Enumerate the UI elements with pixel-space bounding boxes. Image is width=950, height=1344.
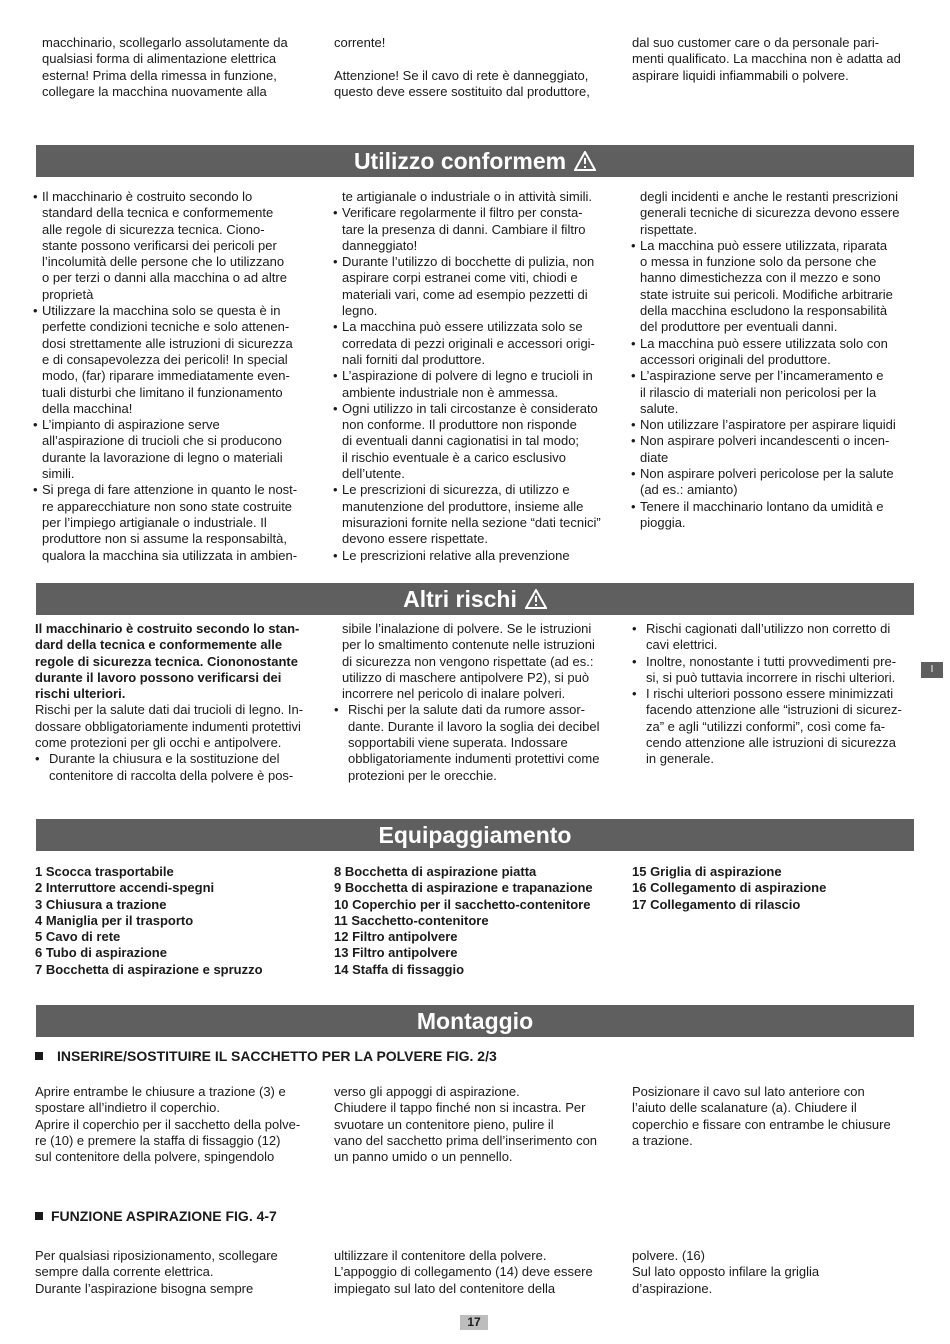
list-item-continued: degli incidenti e anche le restanti prescrizioni generali tecniche di sicurezza devono essere rispettate. [640, 189, 900, 237]
subheading-sacchetto-label: INSERIRE/SOSTITUIRE IL SACCHETTO PER LA POLVERE FIG. 2/3 [57, 1048, 497, 1064]
montaggio-aspirazione-col-3: polvere. (16) Sul lato opposto infilare la griglia d’aspirazione. [632, 1248, 820, 1296]
language-side-tab: I [921, 662, 943, 678]
altri-col-1-list [35, 751, 325, 784]
square-bullet-icon [35, 1052, 43, 1060]
warning-triangle-icon [574, 147, 596, 179]
list-item: • Il macchinario è costruito secondo lo standard della tecnica e conformemente alle regole di sicurezza tecnica. Ciono- stante possono verificarsi dei pericoli per l’incolumità delle persone che lo utilizzano o per terzi o danni alla macchina o ad altre proprietà [34, 189, 319, 303]
list-item: • Non aspirare polveri pericolose per la salute (ad es.: amianto) [632, 466, 922, 499]
list-item: • La macchina può essere utilizzata solo se corredata di pezzi originali e accessori origi- nali forniti dal produttore. [334, 319, 619, 368]
square-bullet-icon [35, 1212, 43, 1220]
list-item: • Verificare regolarmente il filtro per consta- tare la presenza di danni. Cambiare il filtro danneggiato! [334, 205, 619, 254]
list-item: • Durante l’utilizzo di bocchette di pulizia, non aspirare corpi estranei come viti, chiodi e materiali vari, come ad esempio pezzetti di legno. [334, 254, 619, 319]
list-item: • Rischi cagionati dall’utilizzo non corretto di cavi elettrici. [632, 621, 922, 654]
page-number: 17 [460, 1315, 488, 1330]
altri-col-1 [35, 621, 325, 784]
list-item: • Le prescrizioni di sicurezza, di utilizzo e manutenzione del produttore, insieme alle misurazioni fornite nella sezione “dati tecnici” devono essere rispettate. [334, 482, 619, 547]
list-item-continued: sibile l’inalazione di polvere. Se le istruzioni per lo smaltimento contenute nelle istruzioni di sicurezza non vengono rispettate (ad es.: utilizzo di maschere antipolvere P2), si può incorrere nel pericolo di inalare polveri. [342, 621, 595, 702]
montaggio-aspirazione-col-1: Per qualsiasi riposizionamento, scollegare sempre dalla corrente elettrica. Durante l’aspirazione bisogna sempre [35, 1248, 278, 1296]
list-item: • Tenere il macchinario lontano da umidità e pioggia. [632, 499, 922, 532]
altri-intro-bold: Il macchinario è costruito secondo lo stan- dard della tecnica e conformemente alle regole di sicurezza tecnica. Ciononostante durante il lavoro possono verificarsi dei rischi ulteriori. [35, 621, 300, 702]
list-item-continued: te artigianale o industriale o in attività simili. [342, 189, 593, 204]
utilizzo-col-3 [632, 189, 922, 531]
list-item: • Durante la chiusura e la sostituzione del contenitore di raccolta della polvere è pos- [35, 751, 325, 784]
list-item: • I rischi ulteriori possono essere minimizzati facendo attenzione alle “istruzioni di sicurez- za” e agli “utilizzi conformi”, così come fa- cendo attenzione alle istruzioni di sicurezza in generale. [632, 686, 922, 767]
montaggio-sacchetto-col-1: Aprire entrambe le chiusure a trazione (3) e spostare all’indietro il coperchio. Aprire il coperchio per il sacchetto della polve- re (10) e premere la staffa di fissaggio (12) sul contenitore della polvere, spingendolo [35, 1084, 301, 1165]
subheading-aspirazione-label: FUNZIONE ASPIRAZIONE FIG. 4-7 [51, 1208, 277, 1224]
list-item: • Inoltre, nonostante i tutti provvedimenti pre- si, si può tuttavia incorrere in rischi ulteriori. [632, 654, 922, 687]
list-item: • Rischi per la salute dati da rumore assor- dante. Durante il lavoro la soglia dei decibel sopportabili viene superata. Indossare obbligatoriamente indumenti protettivi come protezioni per le orecchie. [334, 702, 624, 783]
warning-triangle-icon [525, 585, 547, 617]
list-item: • Non aspirare polveri incandescenti o incen- diate [632, 433, 922, 466]
section-header-altri-rischi [36, 583, 914, 615]
list-item: • Ogni utilizzo in tali circostanze è considerato non conforme. Il produttore non risponde di eventuali danni cagionatisi in tal modo; il rischio eventuale è a carico esclusivo dell’utente. [334, 401, 619, 482]
equip-list-col-3: 15 Griglia di aspirazione 16 Collegamento di aspirazione 17 Collegamento di rilascio [632, 864, 827, 912]
utilizzo-col-2 [334, 189, 619, 564]
section-title-equipaggiamento: Equipaggiamento [378, 822, 572, 848]
equip-list-col-2: 8 Bocchetta di aspirazione piatta 9 Bocchetta di aspirazione e trapanazione 10 Coperchio per il sacchetto-contenitore 11 Sacchetto-contenitore 12 Filtro antipolvere 13 Filtro antipolvere 14 Staffa di fissaggio [334, 864, 593, 977]
utilizzo-col-1 [34, 189, 319, 564]
section-title-utilizzo: Utilizzo conformem [353, 148, 567, 174]
list-item: • L’aspirazione serve per l’incameramento e il rilascio di materiali non pericolosi per la salute. [632, 368, 922, 417]
list-item: • L’impianto di aspirazione serve all’aspirazione di trucioli che si producono durante la lavorazione di legno o materiali simili. [34, 417, 319, 482]
intro-col-1: macchinario, scollegarlo assolutamente da qualsiasi forma di alimentazione elettrica esterna! Prima della rimessa in funzione, collegare la macchina nuovamente alla [42, 35, 288, 99]
subheading-sacchetto [35, 1048, 497, 1064]
subheading-aspirazione [35, 1208, 277, 1224]
section-header-montaggio [36, 1005, 914, 1037]
list-item: • L’aspirazione di polvere di legno e trucioli in ambiente industriale non è ammessa. [334, 368, 619, 401]
list-item: • La macchina può essere utilizzata, riparata o messa in funzione solo da persone che hanno dimestichezza con il mezzo e sono state istruite sui pericoli. Modifiche arbitrarie della macchina escludono la responsabilità del produttore per eventuali danni. [632, 238, 922, 336]
section-header-equipaggiamento [36, 819, 914, 851]
montaggio-aspirazione-col-2: ultilizzare il contenitore della polvere. L’appoggio di collegamento (14) deve essere impiegato sul lato del contenitore della [334, 1248, 593, 1296]
altri-col-3 [632, 621, 922, 768]
montaggio-sacchetto-col-2: verso gli appoggi di aspirazione. Chiudere il tappo finché non si incastra. Per svuotare un contenitore pieno, pulire il vano del sacchetto prima dell’inserimento con un panno umido o un pennello. [334, 1084, 598, 1165]
altri-col-2 [334, 621, 624, 784]
list-item: • La macchina può essere utilizzata solo con accessori originali del produttore. [632, 336, 922, 369]
section-header-utilizzo [36, 145, 914, 177]
montaggio-sacchetto-col-3: Posizionare il cavo sul lato anteriore con l’aiuto delle scalanature (a). Chiudere il coperchio e fissare con entrambe le chiusure a trazione. [632, 1084, 891, 1148]
intro-col-3: dal suo customer care o da personale pari- menti qualificato. La macchina non è adatta ad aspirare liquidi infiammabili o polvere. [632, 35, 901, 83]
list-item: • Si prega di fare attenzione in quanto le nost- re apparecchiature non sono state costruite per l’impiego artigianale o industriale. Il produttore non si assume la responsabiltà, qualora la macchina sia utilizzata in ambien- [34, 482, 319, 563]
list-item: • Utilizzare la macchina solo se questa è in perfette condizioni tecniche e solo attenen- dosi strettamente alle istruzioni di sicurezza e di consapevolezza dei pericoli! In special modo, (far) riparare immediatamente even- tuali disturbi che limitano il funzionamento della macchina! [34, 303, 319, 417]
list-item: • Non utilizzare l’aspiratore per aspirare liquidi [632, 417, 922, 433]
altri-intro-text: Rischi per la salute dati dai trucioli di legno. In- dossare obbligatoriamente indumenti protettivi come protezioni per gli occhi e antipolvere. [35, 702, 304, 751]
list-item: • Le prescrizioni relative alla prevenzione [334, 548, 619, 564]
section-title-montaggio: Montaggio [416, 1008, 534, 1034]
equip-list-col-1: 1 Scocca trasportabile 2 Interruttore accendi-spegni 3 Chiusura a trazione 4 Maniglia per il trasporto 5 Cavo di rete 6 Tubo di aspirazione 7 Bocchetta di aspirazione e spruzzo [35, 864, 263, 977]
intro-col-2: corrente! Attenzione! Se il cavo di rete è danneggiato, questo deve essere sostituito dal produttore, [334, 35, 590, 99]
section-title-altri-rischi: Altri rischi [403, 586, 517, 612]
